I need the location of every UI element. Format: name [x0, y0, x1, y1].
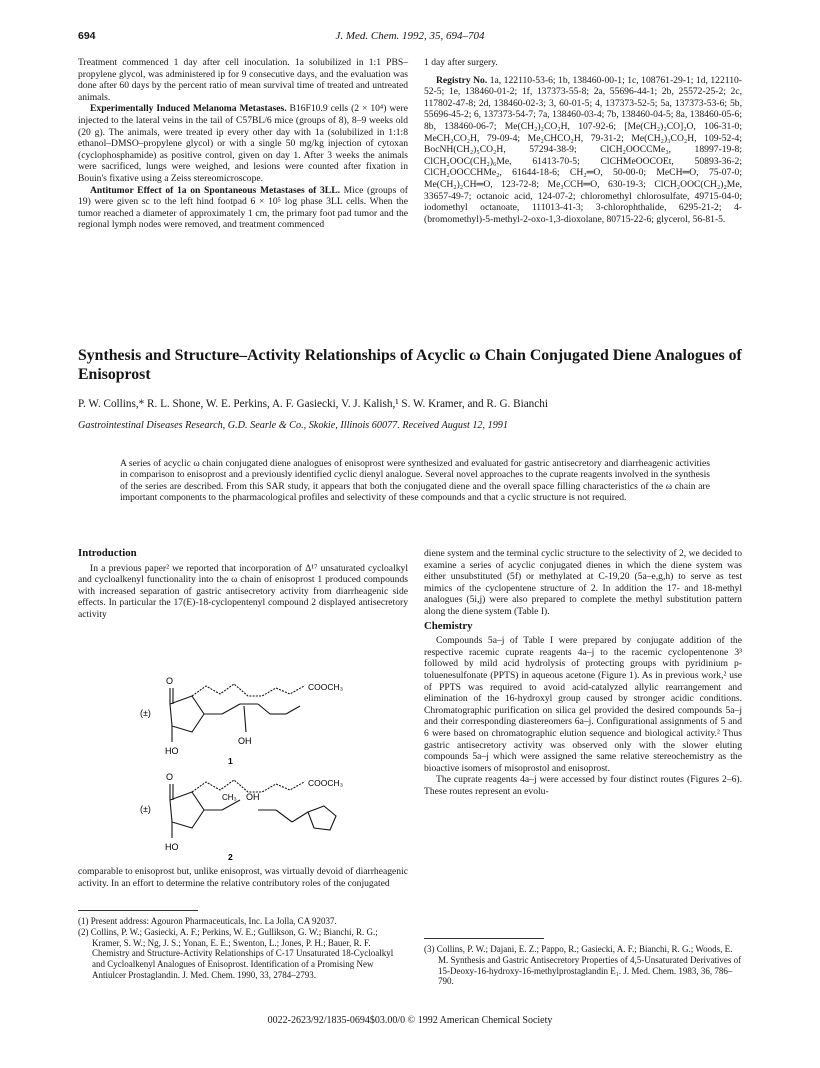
right-paragraph-1: diene system and the terminal cyclic structure to the selectivity of 2, we decided to examine a series of acyclic conjugated dienes in which the diene system was either unsubstituted (5f) or methylated at C-19,20 (5a–e,g,h) to serve as test mimics of the cyclopentene structure of 2. In addition the 17- and 18-methyl analogues (5i,j) were also prepared to complete the methyl substitution pattern along the diene system (Table I).	[424, 548, 742, 617]
structure-1-oh: OH	[238, 736, 252, 746]
structure-2-label: 2	[228, 852, 233, 862]
chemistry-heading: Chemistry	[424, 619, 473, 632]
footnotes-right	[424, 944, 742, 987]
chemistry-paragraph-2: The cuprate reagents 4a–j were accessed by four distinct routes (Figures 2–6). These routes represent an evolu-	[424, 774, 742, 797]
introduction-continuation	[78, 866, 408, 889]
methods-paragraph: Treatment commenced 1 day after cell inoculation. 1a solubilized in 1:1 PBS–propylene glycol, was administered ip for 9 consecutive days, and the evaluation was done after 60 days by the percent ratio of mean survival time of treated and untreated animals.	[78, 57, 408, 103]
structure-2-racemic: (±)	[140, 804, 151, 814]
structure-1-racemic: (±)	[140, 708, 151, 718]
antitumor-heading: Antitumor Effect of 1a on Spontaneous Metastases of 3LL.	[90, 184, 340, 196]
melanoma-body: B16F10.9 cells (2 × 10⁴) were injected to the lateral veins in the tail of C57BL/6 mice (groups of 8), 8–9 weeks old (20 g). The animals, were treated ip every other day with 1a (solubilized in 1:1:8 ethanol–DMSO–propylene glycol) or with a single 50 mg/kg injection of cytoxan (cyclophosphamide) as positive control, given on day 1. After 3 weeks the animals were sacrificed, lungs were weighed, and lesions were counted after fixation in Bouin's fixative using a Zeiss stereomicroscope.	[78, 103, 409, 184]
structure-1-ester-label: COOCH₃	[308, 682, 344, 692]
antitumor-paragraph	[78, 185, 408, 231]
structure-2-methyl: CH₃	[222, 793, 237, 802]
top-left-column	[78, 57, 408, 231]
registry-heading: Registry No.	[436, 74, 488, 86]
introduction-paragraph-2: comparable to enisoprost but, unlike enisoprost, was virtually devoid of diarrheagenic activity. In an effort to determine the relative contributory roles of the conjugated	[78, 866, 408, 889]
registry-body: 1a, 122110-53-6; 1b, 138460-00-1; 1c, 108761-29-1; 1d, 122110-52-5; 1e, 138460-01-2; 1f, 137373-55-8; 2a, 55696-44-1; 2b, 25572-25-2; 2c, 117802-47-8; 2d, 138460-02-3; 3, 60-01-5; 4, 137373-52-5; 5a, 137373-53-6; 5b, 55696-45-2; 6, 137373-54-7; 7a, 138460-03-4; 7b, 138460-04-5; 8a, 138460-05-6; 8b, 138460-06-7; Me(CH₂)₂CO₂H, 107-92-6; [Me(CH₂)₂CO]₂O, 106-31-0; MeCH₂CO₂H, 79-09-4; Me₂CHCO₂H, 79-31-2; Me(CH₂)₃CO₂H, 109-52-4; BocNH(CH₂)₅CO₂H, 57294-38-9; ClCH₂OOCCMe₃, 18997-19-8; ClCH₂OOC(CH₂)₆Me, 61413-70-5; ClCHMeOOCOEt, 50893-36-2; ClCH₂OOCCHMe₂, 61644-18-6; CH₂═O, 50-00-0; MeCH═O, 75-07-0; Me(CH₂)₂CH═O, 123-72-8; Me₃CCH═O, 630-19-3; ClCH₂OOC(CH₂)₂Me, 33657-49-7; octanoic acid, 124-07-2; chloromethyl chlorosulfate, 49715-04-0; iodomethyl octanoate, 111013-41-3; 3-chlorophthalide, 6295-21-2; 4-(bromomethyl)-5-methyl-2-oxo-1,3-dioxolane, 80715-22-6; glycerol, 56-81-5.	[424, 74, 742, 225]
structure-1-diagram	[140, 674, 380, 766]
antitumor-body: Mice (groups of 19) were given sc to the left hind footpad 6 × 10⁵ log phase 3LL cells. When the tumor reached a diameter of approximately 1 cm, the primary foot pad tumor and the regional lymph nodes were removed, and treatment commenced	[78, 184, 408, 231]
affiliation-line: Gastrointestinal Diseases Research, G.D. Searle & Co., Skokie, Illinois 60077. Received August 12, 1991	[78, 420, 508, 431]
introduction-column	[78, 548, 408, 621]
page-number: 694	[78, 30, 96, 42]
structure-2-ester-label: COOCH₃	[308, 778, 344, 788]
introduction-paragraph-1: In a previous paper² we reported that incorporation of Δ¹⁷ unsaturated cycloalkyl and cycloalkenyl functionality into the ω chain of enisoprost 1 produced compounds with increased separation of gastric antisecretory activity from diarrheagenic side effects. In particular the 17(E)-18-cyclopentenyl compound 2 displayed antisecretory activity	[78, 562, 408, 620]
article-title: Synthesis and Structure–Activity Relationships of Acyclic ω Chain Conjugated Diene Analogues of Enisoprost	[78, 347, 742, 383]
structure-2-diagram	[140, 770, 380, 862]
copyright-footer: 0022-2623/92/1835-0694$03.00/0 © 1992 American Chemical Society	[267, 1015, 553, 1026]
footnote-rule-left	[78, 910, 198, 911]
structure-2-oh: OH	[246, 792, 260, 802]
chemistry-paragraph-1: Compounds 5a–j of Table I were prepared by conjugate addition of the respective racemic cuprate reagents 4a–j to the racemic cyclopentenone 3³ followed by mild acid hydrolysis of protecting groups with pyridinium p-toluenesulfonate (PPTS) in aqueous acetone (Figure 1). As in previous work,² use of PPTS was required to avoid acid-catalyzed allylic rearrangement and elimination of the 16-hydroxyl group caused by stronger acidic conditions. Chromatographic purification on silica gel provided the desired compounds 5a–j and their corresponding diastereomers 6a–j. Configurational assignments of 5 and 6 were based on chromatographic elution sequence and biological activity.² Thus gastric antisecretory activity was observed only with the slower eluting compounds 5a–j which were assigned the same relative stereochemistry as the bioactive isomers of misoprostol and enisoprost.	[424, 635, 742, 774]
melanoma-heading: Experimentally Induced Melanoma Metastases.	[90, 103, 287, 115]
registry-paragraph	[424, 75, 742, 226]
melanoma-paragraph	[78, 103, 408, 184]
introduction-heading: Introduction	[78, 547, 137, 559]
footnote-1: (1) Present address: Agouron Pharmaceuticals, Inc. La Jolla, CA 92037.	[78, 916, 337, 926]
abstract: A series of acyclic ω chain conjugated diene analogues of enisoprost were synthesized and evaluated for gastric antisecretory and diarrheagenic activities in comparison to enisoprost and a previously identified cyclic dienyl analogue. Several novel approaches to the cuprate reagents involved in the synthesis of the series are described. From this SAR study, it appears that both the conjugated diene and the overall space filling characteristics of the ω chain are important components to the pharmacological profiles and selectivity of these compounds and that a cyclic structure is not required.	[120, 458, 710, 504]
footnote-2: (2) Collins, P. W.; Gasiecki, A. F.; Perkins, W. E.; Gullikson, G. W.; Bianchi, R. G.; Kramer, S. W.; Ng, J. S.; Yonan, E. E.; Swenton, L.; Jones, P. H.; Bauer, R. F. Chemistry and Structure-Activity Relationships of C-17 Unsaturated 18-Cycloalkyl and Cycloalkenyl Analogues of Enisoprost. Identification of a Promising New Antiulcer Prostaglandin. J. Med. Chem. 1990, 33, 2784–2793.	[78, 926, 394, 980]
structure-2-carbonyl: O	[166, 772, 174, 782]
running-header	[0, 30, 820, 46]
structure-2-ho: HO	[165, 842, 179, 852]
top-right-column	[424, 57, 742, 225]
structure-1-carbonyl: O	[166, 676, 174, 686]
right-column	[424, 548, 742, 797]
author-list: P. W. Collins,* R. L. Shone, W. E. Perkins, A. F. Gasiecki, V. J. Kalish,¹ S. W. Kramer, and R. G. Bianchi	[78, 398, 548, 410]
footnote-3: (3) Collins, P. W.; Dajani, E. Z.; Pappo, R.; Gasiecki, A. F.; Bianchi, R. G.; Woods, E. M. Synthesis and Gastric Antisecretory Properties of 4,5-Unsaturated Derivatives of 15-Deoxy-16-hydroxy-16-methylprostaglandin E₁. J. Med. Chem. 1983, 36, 786–790.	[424, 944, 742, 987]
structure-1-ho: HO	[165, 746, 179, 756]
journal-citation: J. Med. Chem. 1992, 35, 694–704	[335, 30, 485, 42]
footnote-rule-right	[424, 938, 544, 939]
structure-1-label: 1	[228, 756, 233, 766]
surgery-continuation: 1 day after surgery.	[424, 57, 498, 68]
footnotes-left	[78, 916, 408, 981]
